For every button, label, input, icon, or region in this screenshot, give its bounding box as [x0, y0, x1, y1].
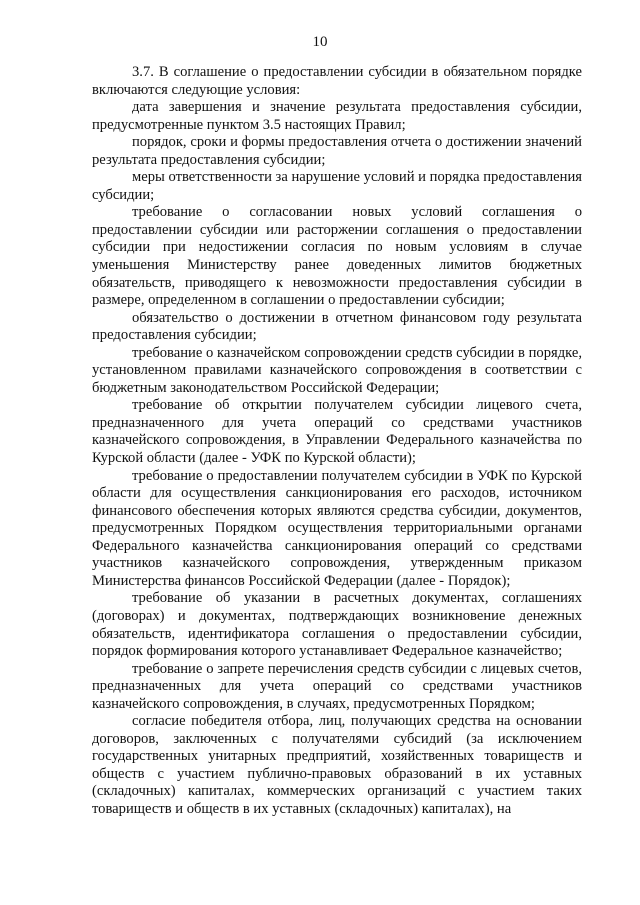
paragraph-report-order: порядок, сроки и формы предоставления отчета о достижении значений результата предоставления субсидии;: [92, 134, 582, 168]
paragraph-account-opening: требование об открытии получателем субсидии лицевого счета, предназначенного для учета операций со средствами участников казначейского сопровождения, в Управлении Федерального казначейства по Курской области (далее - УФК по Курской области);: [92, 397, 582, 467]
paragraph-transfer-ban: требование о запрете перечисления средств субсидии с лицевых счетов, предназначенных для учета операций со средствами участников казначейского сопровождения, в случаях, предусмотренных Порядком;: [92, 660, 582, 712]
page-number: 10: [312, 34, 328, 50]
paragraph-documents-submission: требование о предоставлении получателем субсидии в УФК по Курской области для осуществления санкционирования его расходов, источником финансового обеспечения которых являются средства субсидии, документов, предусмотренных Порядком осуществления территориальными органами Федерального казначейства санкционирования операций со средствами участников казначейского сопровождения, утвержденным приказом Министерства финансов Российской Федерации (далее - Порядок);: [92, 467, 582, 589]
paragraph-liability: меры ответственности за нарушение условий и порядка предоставления субсидии;: [92, 169, 582, 203]
paragraph-result-date: дата завершения и значение результата предоставления субсидии, предусмотренные пунктом 3.5 настоящих Правил;: [92, 99, 582, 133]
paragraph-treasury-support: требование о казначейском сопровождении средств субсидии в порядке, установленном правилами казначейского сопровождения в соответствии с бюджетным законодательством Российской Федерации;: [92, 344, 582, 396]
paragraph-new-conditions: требование о согласовании новых условий соглашения о предоставлении субсидии или расторжении соглашения о предоставлении субсидии при недостижении согласия по новым условиям в случае уменьшения Министерству ранее доведенных лимитов бюджетных обязательств, приводящего к невозможности предоставления субсидии в размере, определенном в соглашении о предоставлении субсидии;: [92, 204, 582, 309]
paragraph-3-7-intro: 3.7. В соглашение о предоставлении субсидии в обязательном порядке включаются следующие условия:: [92, 64, 582, 98]
paragraph-result-obligation: обязательство о достижении в отчетном финансовом году результата предоставления субсидии;: [92, 309, 582, 344]
paragraph-winner-consent: согласие победителя отбора, лиц, получающих средства на основании договоров, заключенных с получателями субсидий (за исключением государственных унитарных предприятий, хозяйственных товариществ и обществ с участием публично-правовых образований в их уставных (складочных) капиталах, коммерческих организаций с участием таких товариществ и обществ в их уставных (складочных) капиталах), на: [92, 713, 582, 817]
document-body: [92, 64, 582, 819]
paragraph-agreement-identifier: требование об указании в расчетных документах, соглашениях (договорах) и документах, подтверждающих возникновение денежных обязательств, идентификатора соглашения о предоставлении субсидии, порядок формирования которого устанавливает Федеральное казначейство;: [92, 590, 582, 660]
